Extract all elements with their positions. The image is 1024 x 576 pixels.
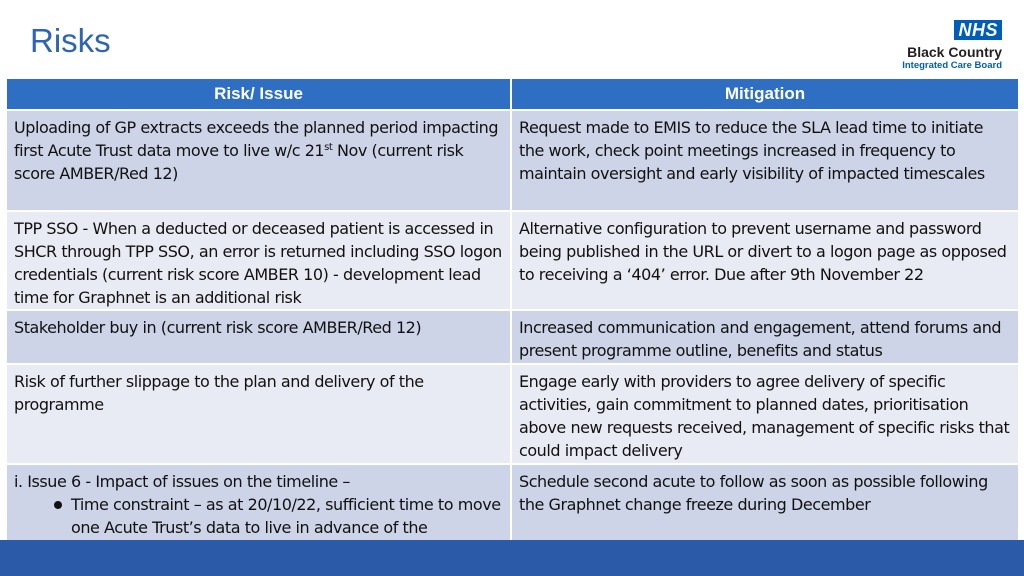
risk-cell: TPP SSO - When a deducted or deceased patient is accessed in SHCR through TPP SSO, an error is returned including SSO logon credentials (current risk score AMBER 10) - development lead time for Graphnet is an additional risk (7, 211, 511, 310)
mitigation-cell: Alternative configuration to prevent username and password being published in the URL or divert to a logon page as opposed to receiving a ‘404’ error. Due after 9th November 22 (511, 211, 1018, 310)
risk-cell (7, 110, 511, 211)
risk-cell: Stakeholder buy in (current risk score AMBER/Red 12) (7, 310, 511, 364)
table-row (7, 110, 1018, 211)
mitigation-cell: Increased communication and engagement, attend forums and present programme outline, benefits and status (511, 310, 1018, 364)
slide-title: Risks (30, 22, 111, 59)
header-mitigation: Mitigation (511, 79, 1018, 110)
mitigation-cell: Request made to EMIS to reduce the SLA lead time to initiate the work, check point meetings increased in frequency to maintain oversight and early visibility of impacted timescales (511, 110, 1018, 211)
issue-heading: i. Issue 6 - Impact of issues on the timeline – (14, 472, 350, 491)
header-risk-issue: Risk/ Issue (7, 79, 511, 110)
risk-table (7, 79, 1018, 569)
risk-cell: Risk of further slippage to the plan and delivery of the programme (7, 364, 511, 464)
logo-org-name: Black Country (907, 44, 1002, 60)
risk-text-continued: Nov (current risk score AMBER/Red 12) (14, 141, 464, 183)
mitigation-cell: Schedule second acute to follow as soon as possible following the Graphnet change freeze during December (511, 464, 1018, 569)
mitigation-cell: Engage early with providers to agree delivery of specific activities, gain commitment to planned dates, prioritisation above new requests received, management of specific risks that could impact delivery (511, 364, 1018, 464)
table-row (7, 211, 1018, 310)
bullet-icon (54, 501, 62, 509)
footer-bar (0, 540, 1024, 576)
table-header-row (7, 79, 1018, 110)
table-row (7, 364, 1018, 464)
nhs-badge: NHS (954, 20, 1002, 40)
nhs-logo (892, 20, 1002, 71)
risk-text: Uploading of GP extracts exceeds the planned period impacting first Acute Trust data move to live w/c 21 (14, 118, 499, 160)
table-row (7, 310, 1018, 364)
logo-org-subtitle: Integrated Care Board (902, 60, 1002, 71)
bullet-text: Time constraint – as at 20/10/22, sufficient time to move one Acute Trust’s data to live in advance of the (71, 495, 501, 537)
risk-text-superscript: st (324, 142, 333, 153)
